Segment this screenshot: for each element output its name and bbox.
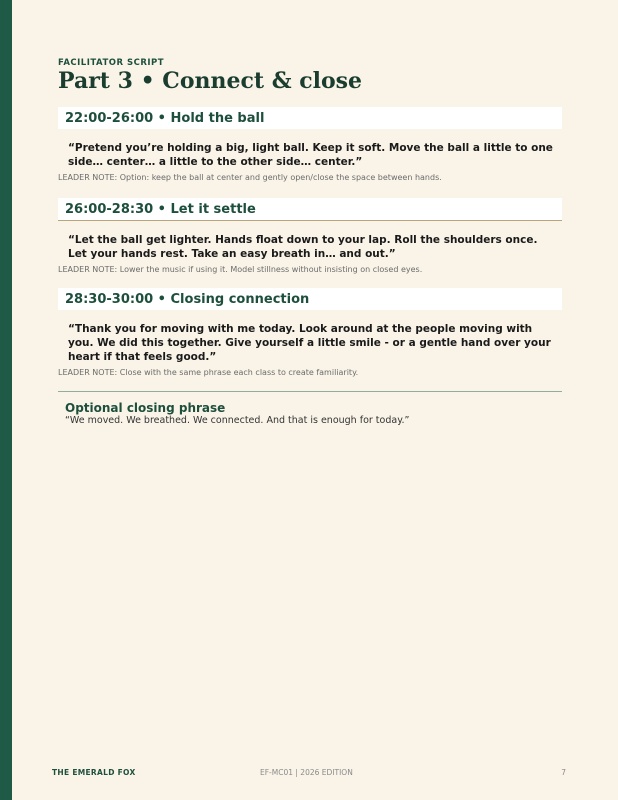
script-section (58, 198, 562, 274)
script-section (58, 288, 562, 377)
document-page (52, 0, 566, 800)
optional-closing-text: “We moved. We breathed. We connected. And that is enough for today.” (65, 415, 410, 426)
section-heading: 22:00-26:00 • Hold the ball (58, 107, 562, 129)
script-section (58, 107, 562, 182)
page-spine-bar (0, 0, 12, 800)
section-heading: 26:00-28:30 • Let it settle (58, 198, 562, 221)
section-divider (58, 391, 562, 392)
optional-closing-title: Optional closing phrase (65, 401, 226, 415)
page-title: Part 3 • Connect & close (58, 68, 363, 94)
leader-note: LEADER NOTE: Option: keep the ball at center and gently open/close the space between hands. (58, 173, 442, 182)
eyebrow-label: FACILITATOR SCRIPT (58, 58, 165, 68)
section-quote: “Let the ball get lighter. Hands float down to your lap. Roll the shoulders once. Let your hands rest. Take an easy breath in… and out.” (68, 234, 538, 260)
page-number: 7 (561, 768, 566, 777)
leader-note: LEADER NOTE: Lower the music if using it. Model stillness without insisting on closed eyes. (58, 265, 423, 274)
footer-brand: THE EMERALD FOX (52, 768, 136, 777)
section-heading: 28:30-30:00 • Closing connection (58, 288, 562, 310)
section-quote: “Thank you for moving with me today. Look around at the people moving with you. We did this together. Give yourself a little smile - or a gentle hand over your heart if that feels good.” (68, 323, 551, 363)
section-quote: “Pretend you’re holding a big, light ball. Keep it soft. Move the ball a little to one side… center… a little to the other side… center.” (68, 142, 553, 168)
leader-note: LEADER NOTE: Close with the same phrase each class to create familiarity. (58, 368, 359, 377)
footer-edition: EF-MC01 | 2026 EDITION (260, 768, 353, 777)
